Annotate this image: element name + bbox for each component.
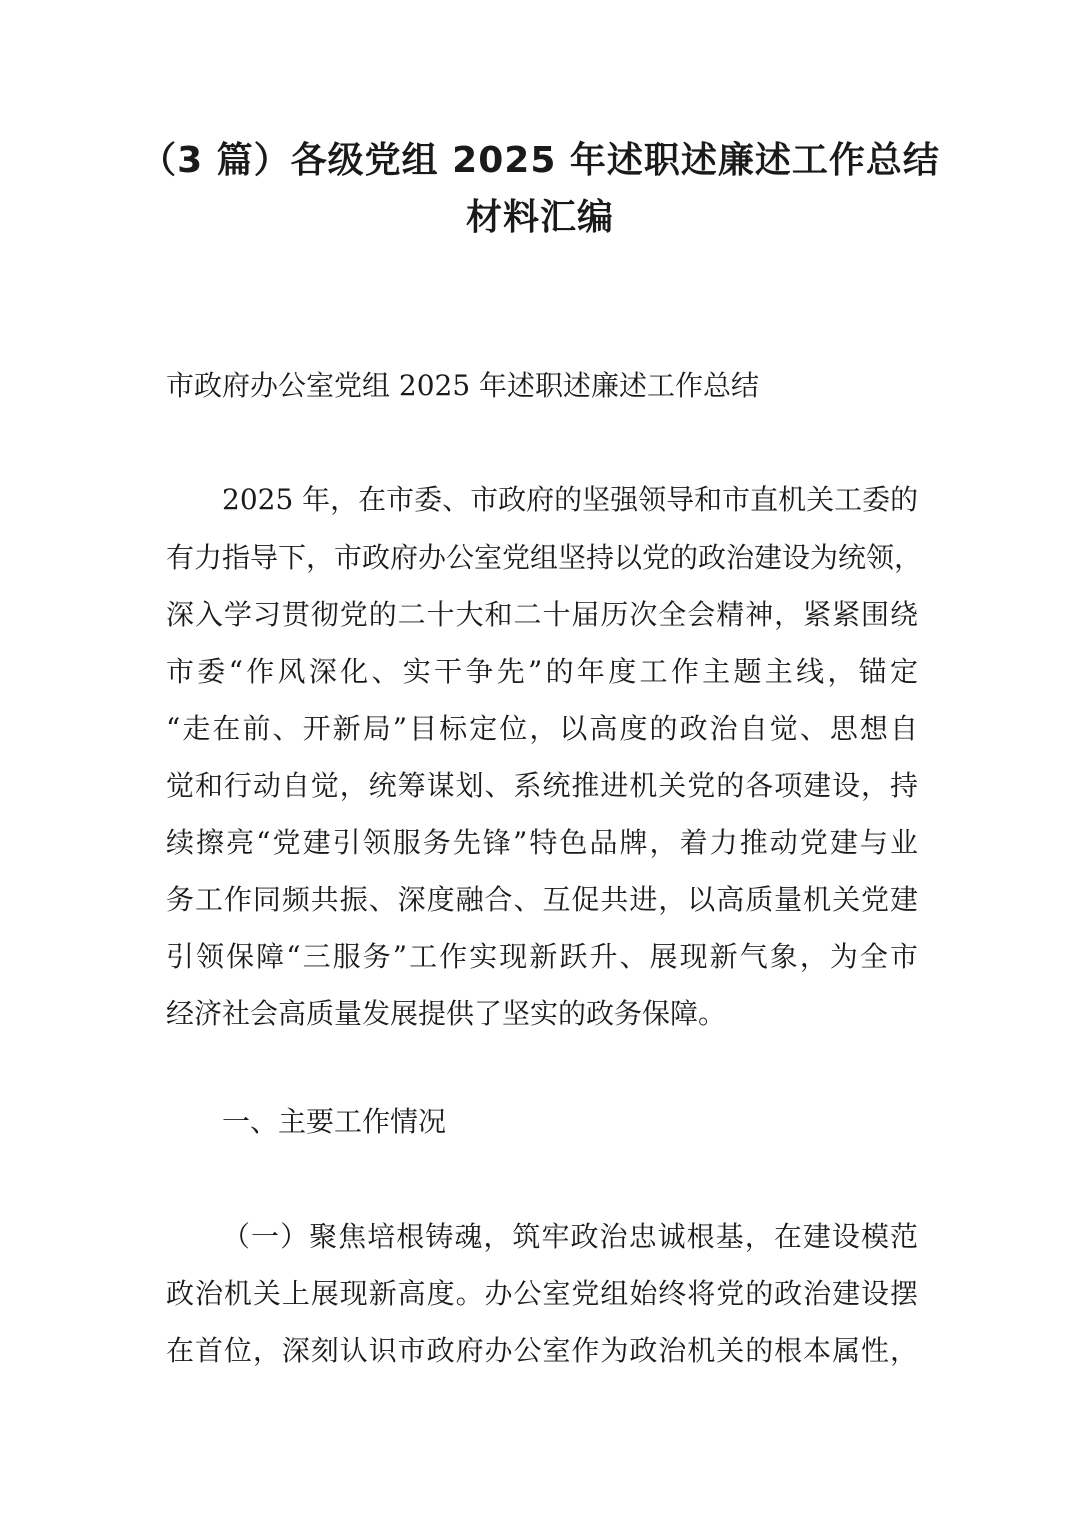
paragraph-1-line: 觉和行动自觉，统筹谋划、系统推进机关党的各项建设，持 bbox=[166, 769, 918, 802]
paragraph-1-line: 市委“作风深化、实干争先”的年度工作主题主线，锚定 bbox=[166, 655, 918, 688]
paragraph-2-line: （一）聚焦培根铸魂，筑牢政治忠诚根基，在建设模范 bbox=[222, 1220, 918, 1253]
document-subtitle: 市政府办公室党组 2025 年述职述廉述工作总结 bbox=[166, 369, 760, 402]
paragraph-1-line: 2025 年，在市委、市政府的坚强领导和市直机关工委的 bbox=[222, 483, 919, 516]
section-heading: 一、主要工作情况 bbox=[222, 1105, 447, 1138]
paragraph-2-line: 在首位，深刻认识市政府办公室作为政治机关的根本属性， bbox=[166, 1334, 918, 1367]
paragraph-2-line: 政治机关上展现新高度。办公室党组始终将党的政治建设摆 bbox=[166, 1277, 918, 1310]
paragraph-1-line: 续擦亮“党建引领服务先锋”特色品牌，着力推动党建与业 bbox=[166, 826, 918, 859]
paragraph-1-line: 经济社会高质量发展提供了坚实的政务保障。 bbox=[166, 997, 727, 1030]
document-title-line-1: （3 篇）各级党组 2025 年述职述廉述工作总结 bbox=[140, 140, 940, 181]
paragraph-1-line: 深入学习贯彻党的二十大和二十届历次全会精神，紧紧围绕 bbox=[166, 598, 918, 631]
document-title-line-2: 材料汇编 bbox=[465, 197, 614, 238]
paragraph-1-line: 务工作同频共振、深度融合、互促共进，以高质量机关党建 bbox=[166, 883, 918, 916]
paragraph-1-line: 有力指导下，市政府办公室党组坚持以党的政治建设为统领， bbox=[166, 541, 923, 574]
paragraph-1-line: 引领保障“三服务”工作实现新跃升、展现新气象，为全市 bbox=[166, 940, 918, 973]
paragraph-1-line: “走在前、开新局”目标定位，以高度的政治自觉、思想自 bbox=[166, 712, 918, 745]
